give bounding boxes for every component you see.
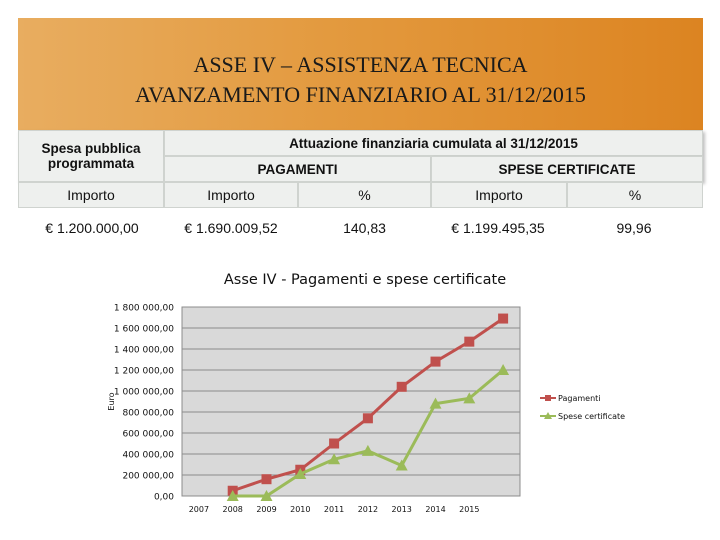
spese-importo-value: € 1.199.495,35: [433, 208, 563, 248]
x-tick-label: 2009: [256, 505, 277, 514]
col-pct-pagamenti: %: [298, 182, 431, 208]
x-tick-label: 2015: [459, 505, 480, 514]
title-line-1: ASSE IV – ASSISTENZA TECNICA: [193, 52, 528, 77]
x-tick-label: 2013: [391, 505, 412, 514]
spesa-importo-value: € 1.200.000,00: [22, 208, 162, 248]
spesa-pubblica-label: Spesa pubblica programmata: [41, 141, 141, 171]
x-tick-label: 2012: [357, 505, 379, 514]
legend-label: Pagamenti: [558, 394, 601, 403]
pagamenti-importo-value: € 1.690.009,52: [168, 208, 294, 248]
col-pct-spese: %: [567, 182, 703, 208]
y-tick-label: 200 000,00: [122, 471, 174, 482]
col-importo-pagamenti: Importo: [164, 182, 298, 208]
y-tick-label: 1 600 000,00: [113, 324, 174, 335]
data-point-pagamenti: [262, 474, 272, 484]
data-point-pagamenti: [431, 357, 441, 367]
y-tick-label: 1 400 000,00: [113, 345, 174, 356]
data-point-pagamenti: [498, 314, 508, 324]
pagamenti-pct-value: 140,83: [300, 208, 429, 248]
y-tick-label: 800 000,00: [122, 408, 174, 419]
data-point-pagamenti: [329, 439, 339, 449]
y-tick-label: 400 000,00: [122, 450, 174, 461]
y-tick-label: 1 000 000,00: [113, 387, 174, 398]
spese-pct-value: 99,96: [569, 208, 699, 248]
x-tick-label: 2014: [425, 505, 446, 514]
data-point-pagamenti: [363, 413, 373, 423]
x-tick-label: 2011: [323, 505, 345, 514]
x-tick-label: 2008: [222, 505, 243, 514]
data-point-pagamenti: [397, 382, 407, 392]
pagamenti-label: PAGAMENTI: [257, 161, 338, 177]
col-importo-spesa: Importo: [18, 182, 164, 208]
y-tick-label: 600 000,00: [122, 429, 174, 440]
chart-title: Asse IV - Pagamenti e spese certificate: [223, 272, 507, 288]
spese-certificate-label: SPESE CERTIFICATE: [498, 161, 636, 177]
x-tick-label: 2010: [290, 505, 311, 514]
col-importo-spese: Importo: [431, 182, 567, 208]
attuazione-label: Attuazione finanziaria cumulata al 31/12/2015: [289, 135, 578, 151]
x-tick-label: 2007: [188, 505, 210, 514]
data-point-pagamenti: [464, 337, 474, 347]
y-tick-label: 0,00: [153, 492, 174, 503]
y-tick-label: 1 200 000,00: [113, 366, 174, 377]
y-tick-label: 1 800 000,00: [113, 303, 174, 314]
y-axis-label: Euro: [107, 392, 116, 411]
title-line-2: AVANZAMENTO FINANZIARIO AL 31/12/2015: [135, 82, 586, 107]
legend-label: Spese certificate: [558, 412, 626, 421]
legend-marker: [545, 395, 551, 401]
